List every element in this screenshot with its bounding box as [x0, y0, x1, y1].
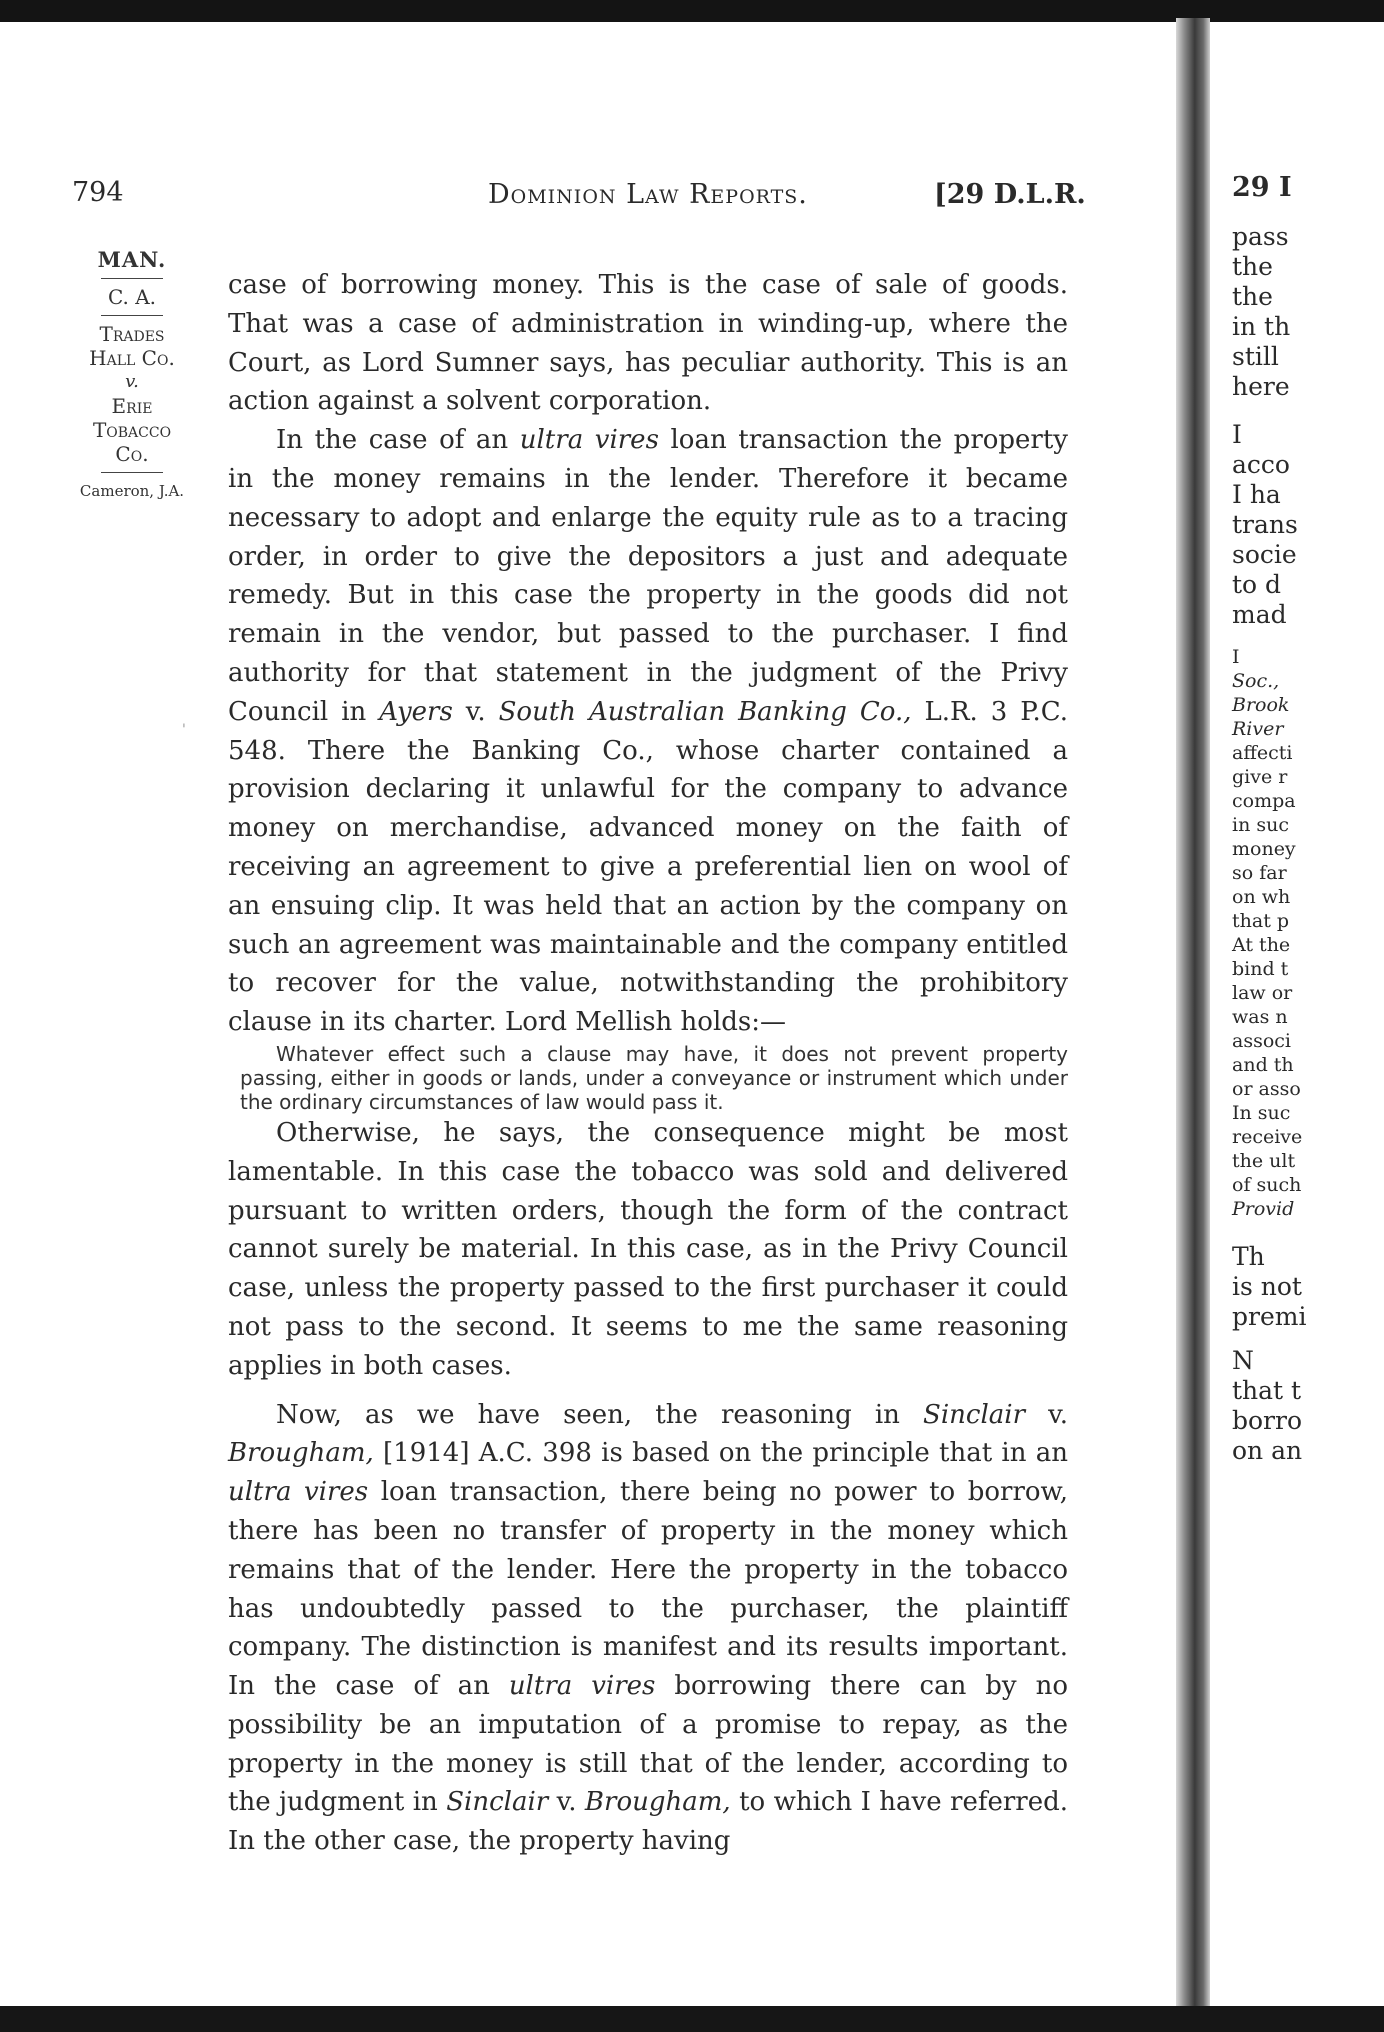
- right-page-line: associ: [1232, 1030, 1291, 1052]
- right-page-line: on wh: [1232, 886, 1291, 908]
- paragraph: case of borrowing money. This is the case of sale of goods. That was a case of administration in winding-up, where the Court, as Lord Sumner says, has peculiar authority. This is an action against a solvent corporation.: [228, 270, 1068, 417]
- right-page-line: I: [1232, 646, 1240, 668]
- paragraph: Now, as we have seen, the reasoning in Sinclair v. Brougham, [1914] A.C. 398 is based on the principle that in an ultra vires loan transaction, there being no power to borrow, there has been no transfer of property in the money which remains that of the lender. Here the property in the tobacco has undoubtedly passed to the purchaser, the plaintiff company. The distinction is manifest and its results important. In the case of an ultra vires borrowing there can by no possibility be an imputation of a promise to repay, as the property in the money is still that of the lender, according to the judgment in Sinclair v. Brougham, to which I have referred. In the other case, the property having: [228, 1399, 1069, 1857]
- right-page-line: bind t: [1232, 958, 1289, 980]
- right-page-line: in suc: [1232, 814, 1289, 836]
- page-header: [0, 177, 1176, 217]
- right-page-line: give r: [1232, 766, 1288, 788]
- right-page-line: River: [1232, 718, 1284, 740]
- right-page-line: Soc.,: [1232, 670, 1280, 692]
- right-page-header: 29 I: [1232, 172, 1292, 203]
- right-page-line: is not: [1232, 1272, 1302, 1301]
- right-page-line: the ult: [1232, 1150, 1296, 1172]
- right-page-line: acco: [1232, 450, 1290, 479]
- right-page-line: on an: [1232, 1436, 1303, 1465]
- right-page-line: In suc: [1232, 1102, 1291, 1124]
- right-page-line: affecti: [1232, 742, 1293, 764]
- right-page-line: mad: [1232, 600, 1287, 629]
- right-page-line: still: [1232, 342, 1279, 371]
- paragraph: Otherwise, he says, the consequence might be most lamentable. In this case the tobacco was sold and delivered pursuant to written orders, though the form of the contract cannot surely be material. In this case, as in the Privy Council case, unless the property passed to the first purchaser it could not pass to the second. It seems to me the same reasoning applies in both cases.: [228, 1117, 1068, 1381]
- book-gutter: [1176, 18, 1210, 2008]
- right-page-line: was n: [1232, 1006, 1288, 1028]
- right-page-line: the: [1232, 282, 1273, 311]
- right-page-line: Th: [1232, 1242, 1265, 1271]
- sidenote-case-line: Trades: [99, 322, 165, 346]
- right-page-line: pass: [1232, 222, 1289, 251]
- right-page-line: and th: [1232, 1054, 1294, 1076]
- right-page-line: so far: [1232, 862, 1287, 884]
- right-page-line: At the: [1232, 934, 1291, 956]
- sidenote-case-line: Hall Co.: [89, 346, 175, 370]
- right-page-line: in th: [1232, 312, 1291, 341]
- scan-speck: ': [182, 722, 186, 738]
- right-page-line: law or: [1232, 982, 1293, 1004]
- right-page-line: N: [1232, 1346, 1254, 1375]
- sidenote-divider: [101, 472, 163, 473]
- right-page-line: that t: [1232, 1376, 1302, 1405]
- right-page-line: compa: [1232, 790, 1296, 812]
- volume-reference: [29 D.L.R.: [934, 179, 1086, 210]
- right-page-fragment: [1210, 22, 1384, 2006]
- left-page: [0, 22, 1176, 2006]
- right-page-line: I: [1232, 420, 1242, 449]
- sidenote-case-line: Erie: [111, 394, 153, 418]
- right-page-line: Brook: [1232, 694, 1290, 716]
- right-page-line: or asso: [1232, 1078, 1301, 1100]
- right-page-line: money: [1232, 838, 1296, 860]
- right-page-line: I ha: [1232, 480, 1281, 509]
- right-page-line: receive: [1232, 1126, 1303, 1148]
- right-page-line: here: [1232, 372, 1290, 401]
- margin-sidenote: [64, 248, 200, 503]
- right-page-line: to d: [1232, 570, 1282, 599]
- page-number: 794: [72, 177, 124, 208]
- block-quote: Whatever effect such a clause may have, it does not prevent property passing, either in goods or lands, under a conveyance or instrument which under the ordinary circumstances of law would pass it.: [240, 1041, 1068, 1114]
- right-page-line: the: [1232, 252, 1273, 281]
- right-page-line: Provid: [1232, 1198, 1295, 1220]
- sidenote-case-line: Co.: [115, 442, 149, 466]
- right-page-line: that p: [1232, 910, 1290, 932]
- right-page-line: premi: [1232, 1302, 1307, 1331]
- right-page-line: socie: [1232, 540, 1297, 569]
- sidenote-divider: [101, 315, 163, 316]
- sidenote-court: C. A.: [107, 285, 157, 309]
- right-page-line: borro: [1232, 1406, 1303, 1435]
- sidenote-case-line: Tobacco: [92, 418, 172, 442]
- scan-bottom-border: [0, 2006, 1384, 2032]
- sidenote-judge: Cameron, J.A.: [79, 482, 185, 500]
- sidenote-divider: [101, 278, 163, 279]
- right-page-line: trans: [1232, 510, 1298, 539]
- judgment-text: [228, 266, 1068, 1861]
- sidenote-province: MAN.: [97, 247, 167, 272]
- sidenote-case-versus: v.: [125, 371, 139, 392]
- paragraph: In the case of an ultra vires loan transaction the property in the money remains in the lender. Therefore it became necessary to adopt and enlarge the equity rule as to a tracing order, in order to give the depositors a just and adequate remedy. But in this case the property in the goods did not remain in the vendor, but passed to the purchaser. I find authority for that statement in the judgment of the Privy Council in Ayers v. South Australian Banking Co., L.R. 3 P.C. 548. There the Banking Co., whose charter contained a provision declaring it unlawful for the company to advance money on merchandise, advanced money on the faith of receiving an agreement to give a preferential lien on wool of an ensuing clip. It was held that an action by the company on such an agreement was maintainable and the company entitled to recover for the value, notwithstanding the prohibitory clause in its charter. Lord Mellish holds:—: [228, 425, 1069, 1038]
- running-title: Dominion Law Reports.: [488, 179, 808, 210]
- right-page-line: of such: [1232, 1174, 1302, 1196]
